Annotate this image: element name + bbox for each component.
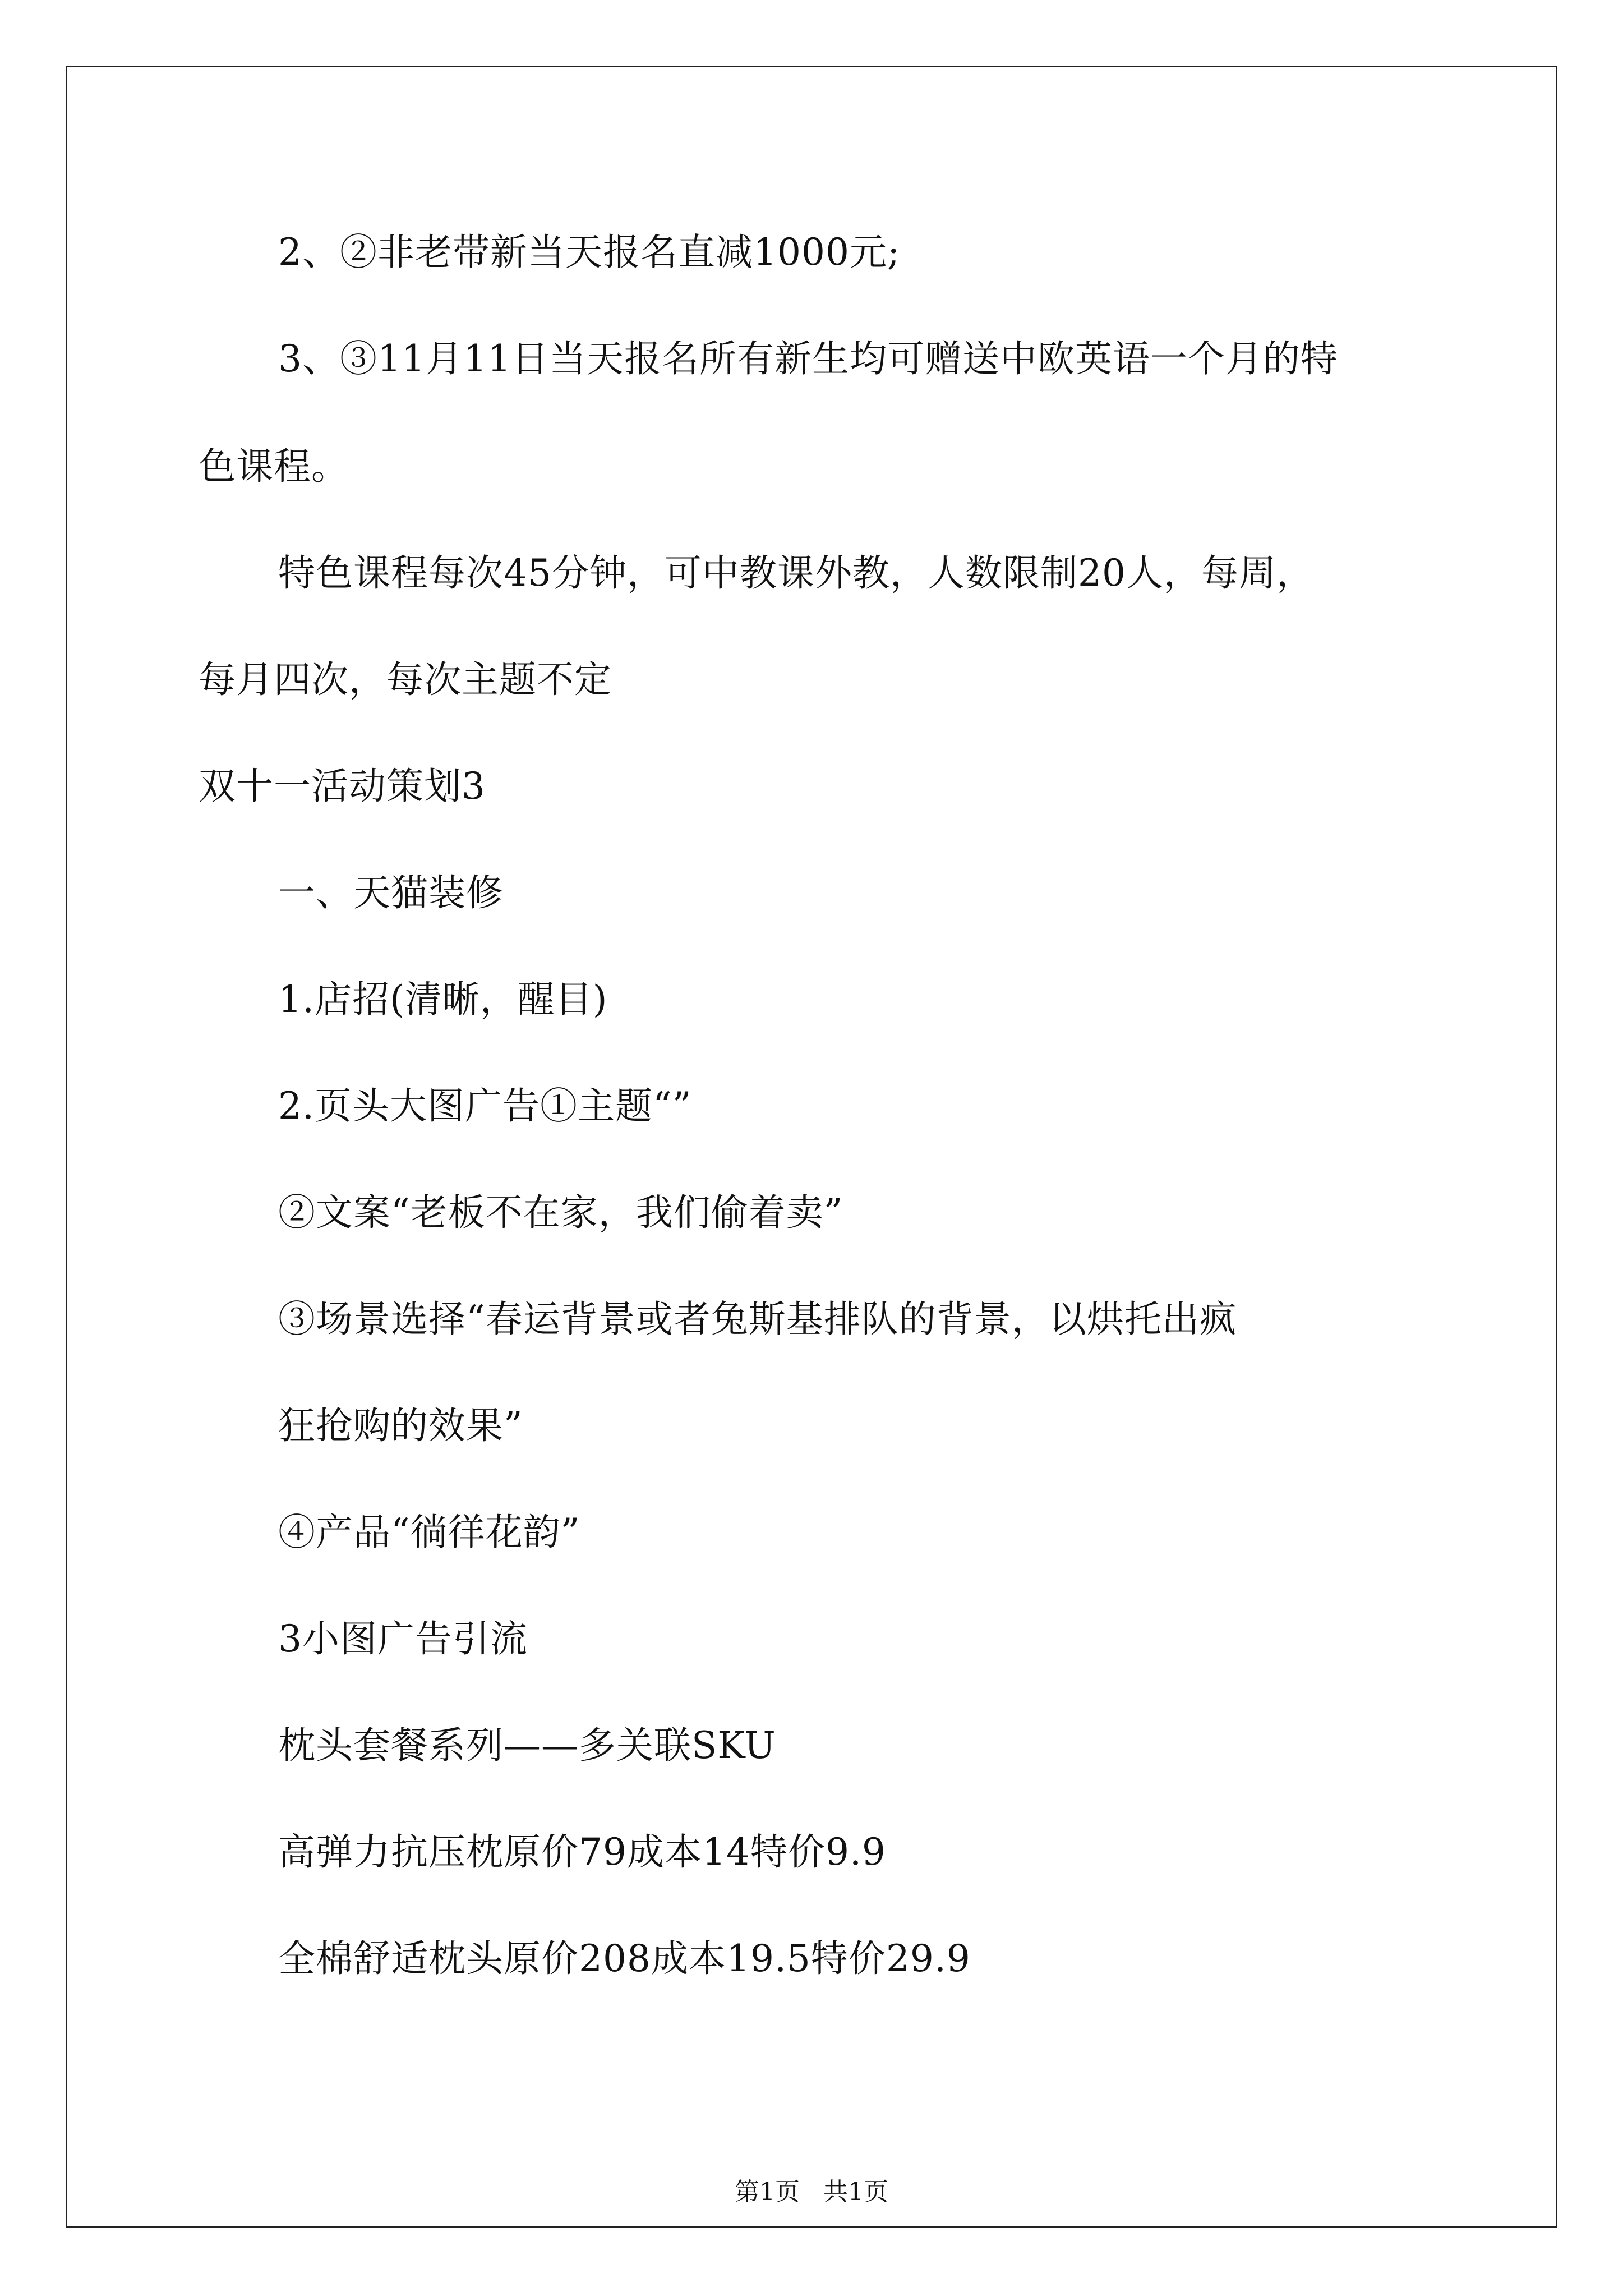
paragraph-line: ④产品“徜徉花韵” — [278, 1511, 580, 1554]
paragraph-line: 3小图广告引流 — [278, 1617, 528, 1660]
paragraph-line: 枕头套餐系列——多关联SKU — [278, 1724, 776, 1767]
paragraph-line: 一、天猫装修 — [278, 871, 504, 914]
paragraph-line: 3、③11月11日当天报名所有新生均可赠送中欧英语一个月的特 — [278, 337, 1338, 380]
paragraph-line: 每月四次，每次主题不定 — [199, 658, 612, 701]
paragraph-line: 1.店招(清晰，醒目) — [278, 978, 608, 1021]
paragraph-line: ②文案“老板不在家，我们偷着卖” — [278, 1191, 843, 1234]
paragraph-line: 高弹力抗压枕原价79成本14特价9.9 — [278, 1830, 886, 1874]
paragraph-line: 2、②非老带新当天报名直减1000元; — [278, 231, 901, 274]
paragraph-line: ③场景选择“春运背景或者兔斯基排队的背景，以烘托出疯 — [278, 1297, 1237, 1341]
paragraph-line: 色课程。 — [199, 445, 349, 488]
paragraph-line: 全棉舒适枕头原价208成本19.5特价29.9 — [278, 1937, 971, 1980]
page-number-footer: 第1页 共1页 — [735, 2178, 888, 2206]
section-heading: 双十一活动策划3 — [199, 765, 486, 808]
paragraph-line: 特色课程每次45分钟，可中教课外教，人数限制20人，每周， — [278, 551, 1314, 595]
paragraph-line: 2.页头大图广告①主题“” — [278, 1084, 692, 1128]
paragraph-line: 狂抢购的效果” — [278, 1404, 523, 1447]
page-border — [66, 66, 1557, 2228]
